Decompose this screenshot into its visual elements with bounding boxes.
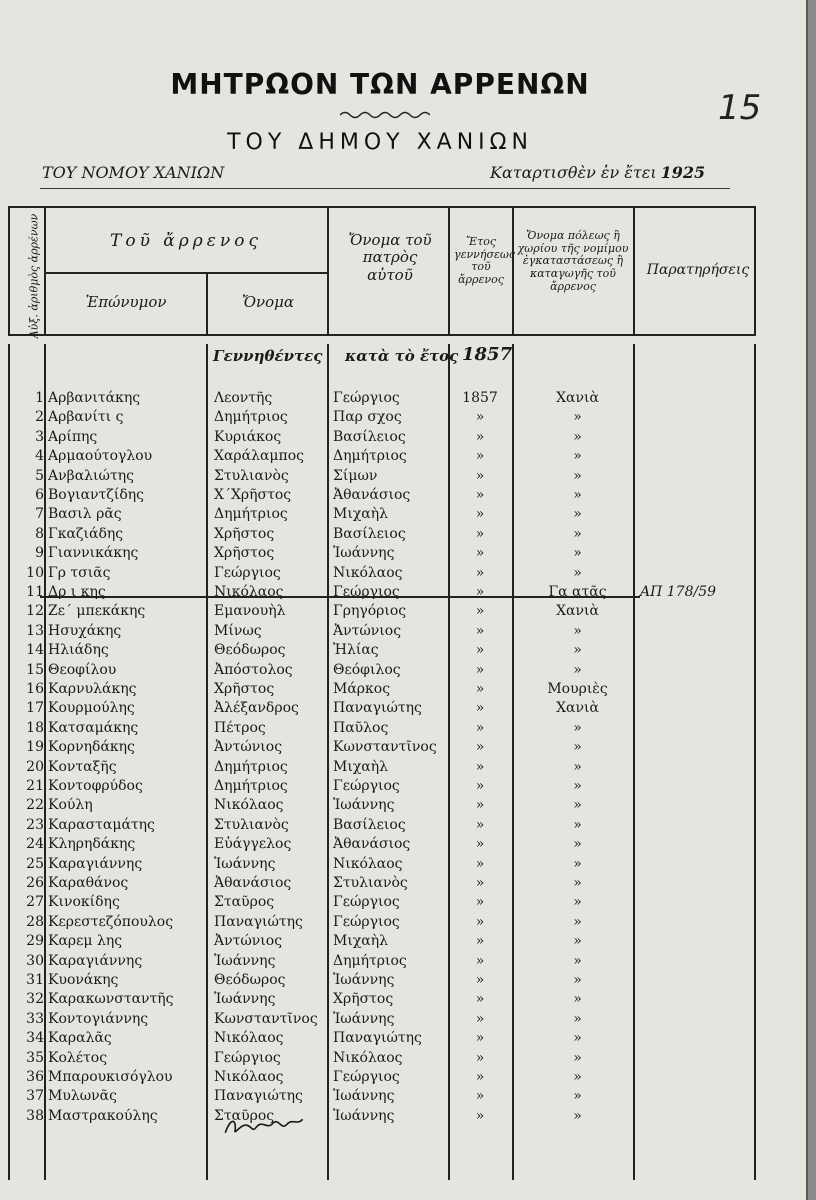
surname-cell: Μυλωνᾶς [48,1088,117,1105]
col-divider [327,206,329,336]
surname-cell: Κοντογιάννης [48,1010,149,1027]
col-divider [8,206,10,336]
birth-year-cell: » [475,952,485,969]
first-name-cell: Ἀντώνιος [214,933,283,950]
place-cell: » [573,506,582,523]
birth-year-cell: » [475,758,485,775]
place-cell: » [573,409,582,426]
table-row [0,582,806,603]
place-cell: » [573,428,582,445]
table-row [0,737,806,758]
surname-cell: Ηλιάδης [48,642,109,659]
place-cell: » [573,564,582,581]
place-cell: » [573,933,582,950]
place-cell: » [573,1030,582,1047]
place-header: Ὄνομα πόλεως ἢ χωρίου τῆς νομίμου ἐγκαταστάσεως ἢ καταγωγῆς τοῦ ἄρρενος [517,229,629,293]
place-cell: Χανιὰ [556,700,599,717]
birth-year-cell: » [475,487,485,503]
father-name-cell: Γρηγόριος [333,603,407,620]
surname-cell: Αρμαούτογλου [48,448,153,465]
first-name-cell: Γεώργιος [214,564,281,581]
serial-header: Αὐξ. ἀριθμὸς ἀρρένων [27,213,41,339]
handwritten-page-number: 15 [718,88,762,128]
table-row [0,951,806,972]
birth-year-cell: » [475,584,485,600]
first-name-cell: Ἀπόστολος [214,661,293,678]
father-name-cell: Γεώργιος [333,913,400,930]
father-name-cell: Γεώργιος [333,894,400,911]
remark-cell: ΑΠ 178/59 [640,584,717,600]
row-number: 36 [26,1069,44,1085]
first-name-cell: Στυλιανὸς [214,467,289,484]
birth-year-cell: » [475,1030,485,1047]
row-number: 6 [35,487,44,503]
row-number: 5 [35,467,44,484]
place-cell: » [573,1088,582,1105]
surname-cell: Καρνυλάκης [48,681,137,697]
father-name-cell: Ἰωάννης [333,545,395,562]
birth-year-cell: » [475,816,485,833]
surname-cell: Ανβαλιώτης [48,467,134,484]
register-title: ΜΗΤΡΩΟΝ ΤΩΝ ΑΡΡΕΝΩΝ [170,68,590,101]
first-name-cell: Ἰωάννης [214,855,276,872]
father-name-cell: Μιχαὴλ [333,506,389,523]
row-number: 26 [26,875,44,891]
row-number: 3 [35,428,44,445]
place-cell: » [573,875,582,891]
first-name-cell: Γεώργιος [214,1049,281,1066]
register-subtitle: ΤΟΥ ΔΗΜΟΥ ΧΑΝΙΩΝ [227,130,533,155]
table-row [0,757,806,778]
place-cell: » [573,1069,582,1085]
father-name-cell: Βασίλειος [333,816,406,833]
place-cell: » [573,467,582,484]
first-name-cell: Ἀντώνιος [214,739,283,756]
father-name-cell: Δημήτριος [333,448,407,465]
first-name-cell: Νικόλαος [214,1069,284,1085]
surname-cell: Αρίπης [48,428,98,445]
table-row [0,427,806,448]
surname-cell: Αρβανίτι ς [48,409,124,426]
row-number: 21 [26,778,44,794]
first-name-cell: Δημήτριος [214,409,288,426]
row-number: 22 [26,797,44,814]
male-group-header: Τοῦ ἄρρενος [110,231,262,251]
father-name-cell: Παῦλος [333,719,389,736]
surname-cell: Κυονάκης [48,972,119,988]
surname-header: Ἐπώνυμον [85,293,167,311]
surname-cell: Καραλᾶς [48,1030,112,1047]
table-row [0,834,806,855]
table-row [0,485,806,506]
row-number: 1 [35,390,44,406]
row-number: 4 [35,448,44,465]
row-number: 14 [26,642,44,659]
birth-year-cell: » [475,661,485,678]
surname-cell: Κατσαμάκης [48,719,139,736]
first-name-cell: Κωνσταντῖνος [214,1010,318,1027]
place-cell: » [573,952,582,969]
birth-year-cell: » [475,719,485,736]
surname-cell: Κονταξῆς [48,758,117,775]
place-cell: » [573,1107,582,1124]
title-ornament [340,110,430,120]
first-name-cell: Ἀθανάσιος [214,875,292,891]
row-number: 24 [26,836,44,853]
place-cell: » [573,1049,582,1066]
father-name-cell: Γεώργιος [333,584,400,600]
row-number: 27 [26,894,44,911]
row-number: 38 [26,1107,44,1124]
surname-cell: Ησυχάκης [48,622,122,639]
surname-cell: Κορνηδάκης [48,739,135,756]
row-number: 7 [35,506,44,523]
birth-year-cell: » [475,797,485,814]
remarks-header: Παρατηρήσεις [646,262,750,278]
place-cell: » [573,836,582,853]
birth-year-cell: » [475,1069,485,1085]
table-row [0,698,806,719]
table-row [0,1067,806,1088]
table-row [0,407,806,428]
table-row [0,388,806,409]
table-row [0,1106,806,1127]
col-divider [633,206,635,336]
father-name-cell: Ἠλίας [333,642,379,659]
row-number: 19 [26,739,44,756]
place-cell: » [573,1010,582,1027]
male-group-divider [44,272,327,274]
row-number: 35 [26,1049,44,1066]
prefecture-label: ΤΟΥ ΝΟΜΟΥ ΧΑΝΙΩΝ [42,163,225,182]
first-name-cell: Μίνως [214,622,262,639]
row-number: 18 [26,719,44,736]
first-name-cell: Χαράλαμπος [214,448,305,465]
table-row [0,815,806,836]
birth-year-cell: » [475,855,485,872]
place-cell: Χανιὰ [556,603,599,620]
place-cell: » [573,525,582,542]
place-cell: » [573,972,582,988]
row-number: 25 [26,855,44,872]
first-name-cell: Δημήτριος [214,778,288,794]
birth-year-cell: » [475,1010,485,1027]
first-name-cell: Στυλιανὸς [214,816,289,833]
first-name-header: Ὄνομα [241,293,295,311]
first-name-cell: Ἀλέξανδρος [214,700,299,717]
place-cell: » [573,991,582,1008]
row-number: 13 [26,622,44,639]
table-row [0,1028,806,1049]
table-row [0,795,806,816]
surname-cell: Θεοφίλου [48,661,117,678]
birth-year-cell: » [475,681,485,697]
row-number: 28 [26,913,44,930]
birth-year-cell: » [475,409,485,426]
first-name-cell: Πέτρος [214,719,266,736]
place-cell: » [573,913,582,930]
row-number: 2 [35,409,44,426]
surname-cell: Κουρμούλης [48,700,135,717]
birth-year-cell: » [475,603,485,620]
compiled-label: Καταρτισθὲν ἐν ἔτει [490,163,657,182]
first-name-cell: Δημήτριος [214,758,288,775]
place-cell: » [573,855,582,872]
section-born-label: Γεννηθέντες [213,347,323,365]
place-cell: Γα ατᾶς [548,584,607,600]
father-name-cell: Βασίλειος [333,428,406,445]
father-name-cell: Ἀθανάσιος [333,487,411,503]
row-number: 31 [26,972,44,988]
first-name-cell: Εὐάγγελος [214,836,292,853]
birth-year-cell: » [475,991,485,1008]
table-row [0,466,806,487]
place-cell: » [573,894,582,911]
table-row [0,446,806,467]
birth-year-cell: » [475,428,485,445]
first-name-cell: Χρῆστος [214,545,275,562]
birth-year-cell: » [475,972,485,988]
table-row [0,989,806,1010]
first-name-cell: Παναγιώτης [214,1088,303,1105]
table-row [0,776,806,797]
surname-cell: Καρεμ λης [48,933,123,950]
first-name-cell: Σταῦρος [214,1107,275,1124]
place-cell: » [573,719,582,736]
father-name-cell: Βασίλειος [333,525,406,542]
father-name-cell: Μιχαὴλ [333,933,389,950]
surname-cell: Μπαρουκισόγλου [48,1069,173,1085]
surname-cell: Καρασταμάτης [48,816,155,833]
table-row [0,640,806,661]
father-name-cell: Νικόλαος [333,564,403,581]
row-number: 34 [26,1030,44,1047]
surname-cell: Κούλη [48,797,93,814]
table-row [0,1048,806,1069]
table-row [0,718,806,739]
surname-cell: Καρακωνσταντῆς [48,991,174,1008]
first-name-cell: Δημήτριος [214,506,288,523]
birth-year-cell: » [475,1107,485,1124]
place-cell: Χανιὰ [556,390,599,406]
row-number: 12 [26,603,44,620]
table-row [0,931,806,952]
father-name-cell: Παρ σχος [333,409,402,426]
table-row [0,1009,806,1030]
col-divider [206,272,208,336]
first-name-cell: Παναγιώτης [214,913,303,930]
father-name-cell: Κωνσταντῖνος [333,739,437,756]
first-name-cell: Νικόλαος [214,584,284,600]
surname-cell: Κινοκίδης [48,894,120,911]
row-number: 20 [26,758,44,775]
birth-year-cell: » [475,894,485,911]
table-row [0,892,806,913]
birth-year-cell: » [475,622,485,639]
place-cell: » [573,545,582,562]
row-number: 29 [26,933,44,950]
father-name-cell: Στυλιανὸς [333,875,408,891]
handwritten-signature [222,1109,306,1145]
surname-cell: Γρ τσιᾶς [48,564,111,581]
table-row [0,601,806,622]
first-name-cell: Ἰωάννης [214,952,276,969]
first-name-cell: Νικόλαος [214,797,284,814]
surname-cell: Καραγιάννης [48,855,143,872]
first-name-cell: Ἰωάννης [214,991,276,1008]
father-name-cell: Θεόφιλος [333,661,401,678]
father-name-cell: Μάρκος [333,681,391,697]
row-number: 9 [35,545,44,562]
first-name-cell: Χρῆστος [214,681,275,697]
birth-year-cell: » [475,739,485,756]
table-row [0,1086,806,1107]
first-name-cell: Σταῦρος [214,894,275,911]
birth-year-header: Ἔτος γεννήσεως τοῦ ἄρρενος [454,235,515,286]
birth-year-cell: » [475,700,485,717]
surname-cell: Βασιλ ρᾶς [48,506,122,523]
birth-year-cell: » [475,467,485,484]
row-number: 8 [35,525,44,542]
father-header: Ὄνομα τοῦ πατρὸς αὐτοῦ [348,231,432,284]
place-cell: » [573,778,582,794]
father-name-cell: Χρῆστος [333,991,394,1008]
birth-year-cell: » [475,642,485,659]
father-name-cell: Δημήτριος [333,952,407,969]
table-row [0,679,806,700]
row-number: 32 [26,991,44,1008]
table-row [0,660,806,681]
place-cell: » [573,758,582,775]
first-name-cell: Εμανουὴλ [214,603,286,620]
surname-cell: Γιαννικάκης [48,545,139,562]
father-name-cell: Νικόλαος [333,855,403,872]
surname-cell: Αρβανιτάκης [48,390,141,406]
table-header [8,206,756,339]
col-divider [448,206,450,336]
birth-year-cell: » [475,836,485,853]
compiled-year: 1925 [660,163,706,182]
father-name-cell: Σίμων [333,467,378,484]
place-cell: » [573,661,582,678]
birth-year-cell: » [475,1088,485,1105]
birth-year-cell: 1857 [462,390,498,406]
birth-year-cell: » [475,778,485,794]
first-name-cell: Θεόδωρος [214,972,286,988]
prefecture-underline [40,188,450,189]
row-number: 16 [26,681,44,697]
father-name-cell: Ἰωάννης [333,1010,395,1027]
place-cell: » [573,739,582,756]
surname-cell: Δρ ι κης [48,584,106,600]
birth-year-cell: » [475,564,485,581]
row-number: 30 [26,952,44,969]
father-name-cell: Γεώργιος [333,1069,400,1085]
col-divider [512,206,514,336]
row-number: 10 [26,564,44,581]
table-row [0,854,806,875]
row-number: 23 [26,816,44,833]
row-number: 17 [26,700,44,717]
table-row [0,524,806,545]
table-row [0,912,806,933]
section-year: 1857 [462,344,513,365]
surname-cell: Κληρηδάκης [48,836,136,853]
father-name-cell: Ἰωάννης [333,1088,395,1105]
father-name-cell: Νικόλαος [333,1049,403,1066]
father-name-cell: Παναγιώτης [333,700,422,717]
place-cell: » [573,448,582,465]
row-number: 37 [26,1088,44,1105]
surname-cell: Κερεστεζόπουλος [48,913,174,930]
father-name-cell: Ἰωάννης [333,972,395,988]
table-row [0,504,806,525]
father-name-cell: Ἀντώνιος [333,622,402,639]
surname-cell: Ζε΄ μπεκάκης [48,603,146,620]
father-name-cell: Ἰωάννης [333,797,395,814]
row-number: 33 [26,1010,44,1027]
first-name-cell: Χρῆστος [214,525,275,542]
birth-year-cell: » [475,545,485,562]
father-name-cell: Παναγιώτης [333,1030,422,1047]
row-number: 15 [26,661,44,678]
surname-cell: Κοντοφρύδος [48,778,143,794]
first-name-cell: Κυριάκος [214,428,282,445]
place-cell: » [573,487,582,503]
strikethrough-row-11 [40,596,640,598]
first-name-cell: Χ΄Χρῆστος [214,487,292,503]
surname-cell: Καραγιάννης [48,952,143,969]
first-name-cell: Θεόδωρος [214,642,286,659]
section-year-label: κατὰ τὸ ἔτος [345,347,459,365]
birth-year-cell: » [475,525,485,542]
father-name-cell: Μιχαὴλ [333,758,389,775]
father-name-cell: Γεώργιος [333,778,400,794]
table-row [0,543,806,564]
first-name-cell: Λεοντῆς [214,390,273,406]
surname-cell: Καραθάνος [48,875,129,891]
row-number: 11 [26,584,44,600]
birth-year-cell: » [475,913,485,930]
table-row [0,970,806,991]
surname-cell: Μαστρακούλης [48,1107,158,1124]
birth-year-cell: » [475,1049,485,1066]
place-cell: » [573,642,582,659]
place-cell: » [573,816,582,833]
birth-year-cell: » [475,448,485,465]
birth-year-cell: » [475,875,485,891]
year-underline [450,188,730,189]
birth-year-cell: » [475,506,485,523]
table-row [0,873,806,894]
place-cell: » [573,622,582,639]
surname-cell: Βογιαντζίδης [48,487,145,503]
surname-cell: Γκαζιάδης [48,525,124,542]
surname-cell: Κολέτος [48,1049,108,1066]
birth-year-cell: » [475,933,485,950]
father-name-cell: Γεώργιος [333,390,400,406]
place-cell: Μουριὲς [547,681,608,697]
table-row [0,621,806,642]
compiled-year-label [490,163,705,182]
father-name-cell: Ἰωάννης [333,1107,395,1124]
first-name-cell: Νικόλαος [214,1030,284,1047]
table-row [0,563,806,584]
father-name-cell: Ἀθανάσιος [333,836,411,853]
place-cell: » [573,797,582,814]
